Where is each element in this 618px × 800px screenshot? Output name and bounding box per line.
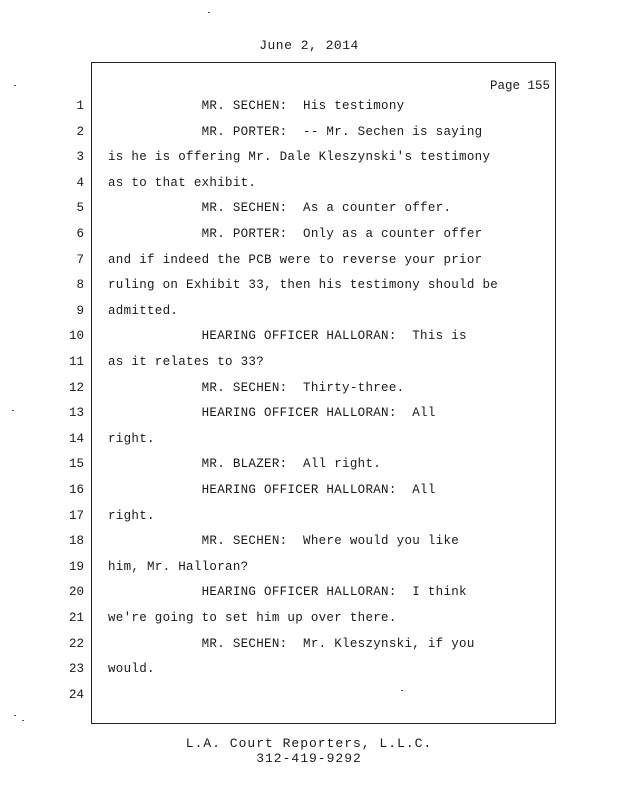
- line-text: HEARING OFFICER HALLORAN: This is: [108, 329, 467, 343]
- line-text: MR. PORTER: -- Mr. Sechen is saying: [108, 125, 483, 139]
- line-number: 12: [68, 381, 84, 395]
- line-number: 5: [76, 201, 84, 215]
- scan-speck: [208, 12, 210, 13]
- line-text: MR. SECHEN: As a counter offer.: [108, 201, 452, 215]
- line-number: 15: [68, 457, 84, 471]
- line-number: 9: [76, 304, 84, 318]
- line-text: as it relates to 33?: [108, 355, 265, 369]
- line-text: HEARING OFFICER HALLORAN: I think: [108, 585, 467, 599]
- line-number: 8: [76, 278, 84, 292]
- line-number: 14: [68, 432, 84, 446]
- line-number: 1: [76, 99, 84, 113]
- line-text: ruling on Exhibit 33, then his testimony should be: [108, 278, 499, 292]
- line-number: 21: [68, 611, 84, 625]
- line-number: 24: [68, 688, 84, 702]
- line-text: him, Mr. Halloran?: [108, 560, 249, 574]
- line-text: MR. SECHEN: Where would you like: [108, 534, 460, 548]
- line-text: MR. PORTER: Only as a counter offer: [108, 227, 483, 241]
- scan-speck: [14, 715, 16, 716]
- page-number: Page 155: [489, 79, 550, 93]
- line-text: we're going to set him up over there.: [108, 611, 397, 625]
- transcript-date: June 2, 2014: [259, 38, 359, 53]
- line-number: 4: [76, 176, 84, 190]
- scan-speck: [22, 720, 24, 721]
- line-number: 11: [68, 355, 84, 369]
- line-number: 20: [68, 585, 84, 599]
- line-text: HEARING OFFICER HALLORAN: All: [108, 406, 436, 420]
- line-text: MR. SECHEN: His testimony: [108, 99, 405, 113]
- line-number: 6: [76, 227, 84, 241]
- scan-speck: [14, 85, 16, 86]
- line-number: 17: [68, 509, 84, 523]
- line-number: 23: [68, 662, 84, 676]
- line-text: as to that exhibit.: [108, 176, 257, 190]
- line-text: MR. SECHEN: Thirty-three.: [108, 381, 405, 395]
- line-text: MR. SECHEN: Mr. Kleszynski, if you: [108, 637, 475, 651]
- line-text: HEARING OFFICER HALLORAN: All: [108, 483, 436, 497]
- line-text: right.: [108, 432, 155, 446]
- line-number: 22: [68, 637, 84, 651]
- line-text: would.: [108, 662, 155, 676]
- line-number: 3: [76, 150, 84, 164]
- line-text: MR. BLAZER: All right.: [108, 457, 382, 471]
- line-number: 10: [68, 329, 84, 343]
- line-number: 7: [76, 253, 84, 267]
- line-number: 19: [68, 560, 84, 574]
- line-number: 16: [68, 483, 84, 497]
- scan-speck: [12, 410, 14, 411]
- line-number: 18: [68, 534, 84, 548]
- line-text: is he is offering Mr. Dale Kleszynski's testimony: [108, 150, 491, 164]
- line-text: and if indeed the PCB were to reverse your prior: [108, 253, 483, 267]
- line-text: admitted.: [108, 304, 179, 318]
- line-text: right.: [108, 509, 155, 523]
- line-number: 2: [76, 125, 84, 139]
- line-number: 13: [68, 406, 84, 420]
- reporter-phone: 312-419-9292: [256, 751, 362, 766]
- scan-speck: [401, 690, 403, 691]
- reporter-company: L.A. Court Reporters, L.L.C.: [185, 736, 433, 751]
